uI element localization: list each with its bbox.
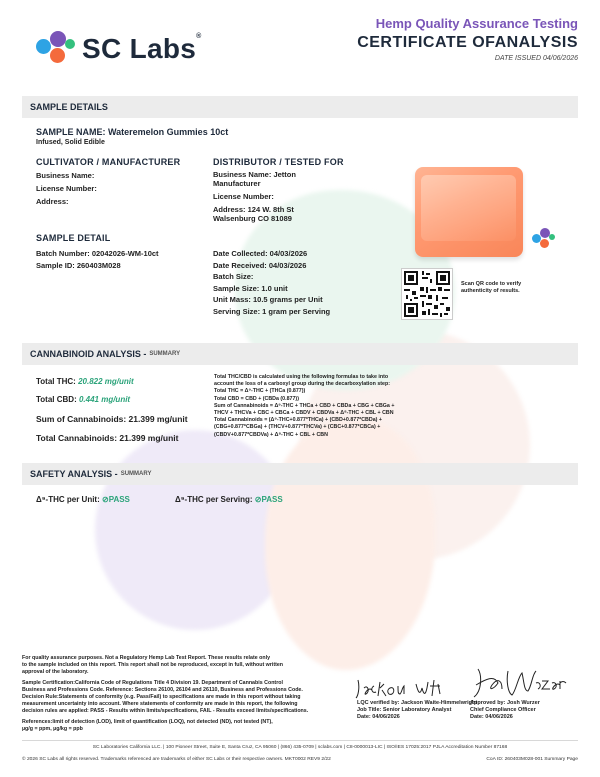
right-signature-block [470,700,540,721]
formula-block [214,374,444,439]
left-signature-block [357,700,477,721]
formula-total3: (CBDV+0.877*CBDVa) + Δ⁸-THC + CBL + CBN [214,431,328,438]
check-circle-icon: ⊘ [102,495,109,504]
right-date: Date: 04/06/2026 [470,714,513,720]
cultivator-details [36,170,97,207]
formula-cbd: Total CBD = CBD + (CBDa (0.877)) [214,395,299,402]
thc-per-serving-label: Δ⁹-THC per Serving: [175,495,253,504]
formula-sum2: THCV + THCVa + CBC + CBCa + CBDV + CBDVa + Δ⁸-THC + CBL + CBN [214,410,394,417]
date-collected: Date Collected: 04/03/2026 [213,249,308,258]
sc-labs-logo [36,31,202,67]
left-date: Date: 04/06/2026 [357,714,400,720]
safety-title: SAFETY ANALYSIS - [30,469,118,479]
distributor-business-value2: Manufacturer [213,179,261,188]
footer-line1: SC Laboratories California LLC. | 100 Pioneer Street, Suite E, Santa Cruz, CA 95060 | (866) 435-0709 | sclabs.com | C8-0000013-LIC | ISO/IES 17025:2017 PJLA Accreditation Number 87168 [92,745,508,750]
unit-mass: Unit Mass: 10.5 grams per Unit [213,295,323,304]
sample-size: Sample Size: 1.0 unit [213,283,288,293]
disclaimer-p3c: decision rules are applied: PASS - Results within limits/specifications, FAIL - Results exceed limits/specifications. [22,708,309,715]
sample-name: SAMPLE NAME: Wateremelon Gummies 10ct [36,127,229,137]
qr-code-icon[interactable] [401,268,453,320]
formula-total2: (CBG+0.877*CBGa) + (THCV+0.877*THCVa) + (CBC+0.877*CBCa) + [214,424,381,431]
safety-bar [22,463,578,485]
disclaimer-p4b: µg/g = ppm, µg/kg = ppb [22,725,83,732]
distributor-license-number: License Number: [213,192,274,201]
disclaimer-p2b: Business and Professions Code. Reference: Sections 26100, 26104 and 26110, Business and Professions Code. [22,686,303,693]
total-cbd-value: 0.441 mg/unit [78,395,131,404]
brand-name: SC Labs® [82,33,202,64]
cannabinoid-subtitle: SUMMARY [149,351,181,357]
formula-thc: Total THC = Δ⁹-THC + (THCa (0.877)) [214,388,306,395]
disclaimer-p2a: Sample Certification:California Code of Regulations Title 4 Division 19. Department of Cannabis Control [22,679,283,686]
disclaimer-p3b: measurement uncertainty into account. Where statements of conformity are made in this report, the following [22,701,298,708]
formula-sum1: Sum of Cannabinoids = Δ⁹-THC + THCa + CBD + CBDa + CBG + CBGa + [214,402,395,409]
disclaimer-p1a: For quality assurance purposes. Not a Regulatory Hemp Lab Test Report. These results relate only [22,655,271,661]
sample-id: Sample ID: 260403M028 [36,261,121,270]
date-received: Date Received: 04/03/2026 [213,260,307,270]
formula-intro2: account the loss of a carboxyl group during the decarboxylation step: [214,381,391,388]
qr-caption-line1: Scan QR code to verify [461,281,522,287]
footer-coa-id: CoA ID: 260403M028-001 Summary Page [486,757,578,762]
total-cannabinoids: Total Cannabinoids: 21.399 mg/unit [36,433,179,443]
logo-mark-icon [36,31,76,67]
header-top-line: Hemp Quality Assurance Testing [375,16,578,31]
thc-per-unit [36,495,130,504]
right-title: Chief Compliance Officer [470,707,536,713]
thc-per-serving-result: PASS [261,495,283,504]
cannabinoid-bar [22,343,578,365]
sum-cannabinoids: Sum of Cannabinoids: 21.399 mg/unit [36,414,188,424]
distributor-heading: DISTRIBUTOR / TESTED FOR [213,157,344,167]
mini-logo-icon [532,228,556,252]
sample-details-title: SAMPLE DETAILS [30,102,108,112]
cultivator-heading: CULTIVATOR / MANUFACTURER [36,157,181,167]
sample-detail-right [213,248,330,317]
product-image [415,167,523,257]
distributor-business-value: Jetton [273,170,296,179]
total-thc-label: Total THC: [36,377,76,386]
right-approved-by: Approved by: Josh Wurzer [470,700,540,706]
footer-copyright: © 2026 SC Labs all rights reserved. Trademarks referenced are trademarks of either SC Labs or their respective owners. MKT0002 REV9 2/22 [22,757,331,762]
signature-jackson [354,674,454,702]
disclaimer-p1c: approval of the laboratory. [22,669,89,676]
safety-subtitle: SUMMARY [120,471,152,477]
qr-caption-line2: authenticity of results. [461,288,520,294]
qr-caption [461,281,521,295]
left-verified-by: LQC verified by: Jackson Waite-Himmelwright [357,700,478,706]
distributor-details [213,170,296,223]
disclaimer-block [22,655,342,733]
sample-type: Infused, Solid Edible [36,139,105,146]
distributor-address-label: Address: [213,205,246,214]
batch-size: Batch Size: [213,272,254,281]
header-titles [357,16,578,62]
check-circle-icon: ⊘ [254,495,262,504]
cannabinoid-title: CANNABINOID ANALYSIS - [30,349,147,359]
disclaimer-p1b: to the sample included on this report. This report shall not be reproduced, except in full, without written [22,662,284,669]
disclaimer-p4a: References:limit of detection (LOD), limit of quantification (LOQ), not detected (ND), not tested (NT), [22,718,273,725]
left-job-title: Job Title: Senior Laboratory Analyst [357,707,452,713]
thc-per-unit-label: Δ⁹-THC per Unit: [36,495,100,504]
bg-blob-orange [265,420,435,670]
thc-per-serving [175,495,283,504]
cultivator-address: Address: [36,197,69,206]
cultivator-business-name: Business Name: [36,171,95,180]
footer-divider [22,740,578,741]
batch-number: Batch Number: 02042026-WM-10ct [36,249,159,258]
distributor-address-line2: Walsenburg CO 81089 [213,214,292,223]
formula-intro1: Total THC/CBD is calculated using the following formulas to take into [214,374,389,380]
sample-detail-heading: SAMPLE DETAIL [36,233,111,243]
total-thc [36,377,134,386]
date-issued: DATE ISSUED 04/06/2026 [494,55,578,62]
signature-josh [472,665,572,701]
distributor-business-label: Business Name: [213,170,272,179]
cultivator-license-number: License Number: [36,184,97,193]
total-cbd-label: Total CBD: [36,395,77,404]
sample-detail-left [36,248,159,272]
formula-total1: Total Cannabinoids = (Δ⁹-THC+0.877*THCa) + (CBD+0.877*CBDa) + [214,417,382,424]
sample-details-bar [22,96,578,118]
disclaimer-p3a: Decision Rule:Statements of conformity (e.g. Pass/Fail) to specifications are made in this report without taking [22,694,301,701]
distributor-address-line1: 124 W. 8th St [247,205,294,214]
serving-size: Serving Size: 1 gram per Serving [213,306,331,316]
page-title: CERTIFICATE OFANALYSIS [357,34,578,51]
total-cbd [36,395,130,404]
total-thc-value: 20.822 mg/unit [78,377,134,386]
thc-per-unit-result: PASS [108,495,130,504]
